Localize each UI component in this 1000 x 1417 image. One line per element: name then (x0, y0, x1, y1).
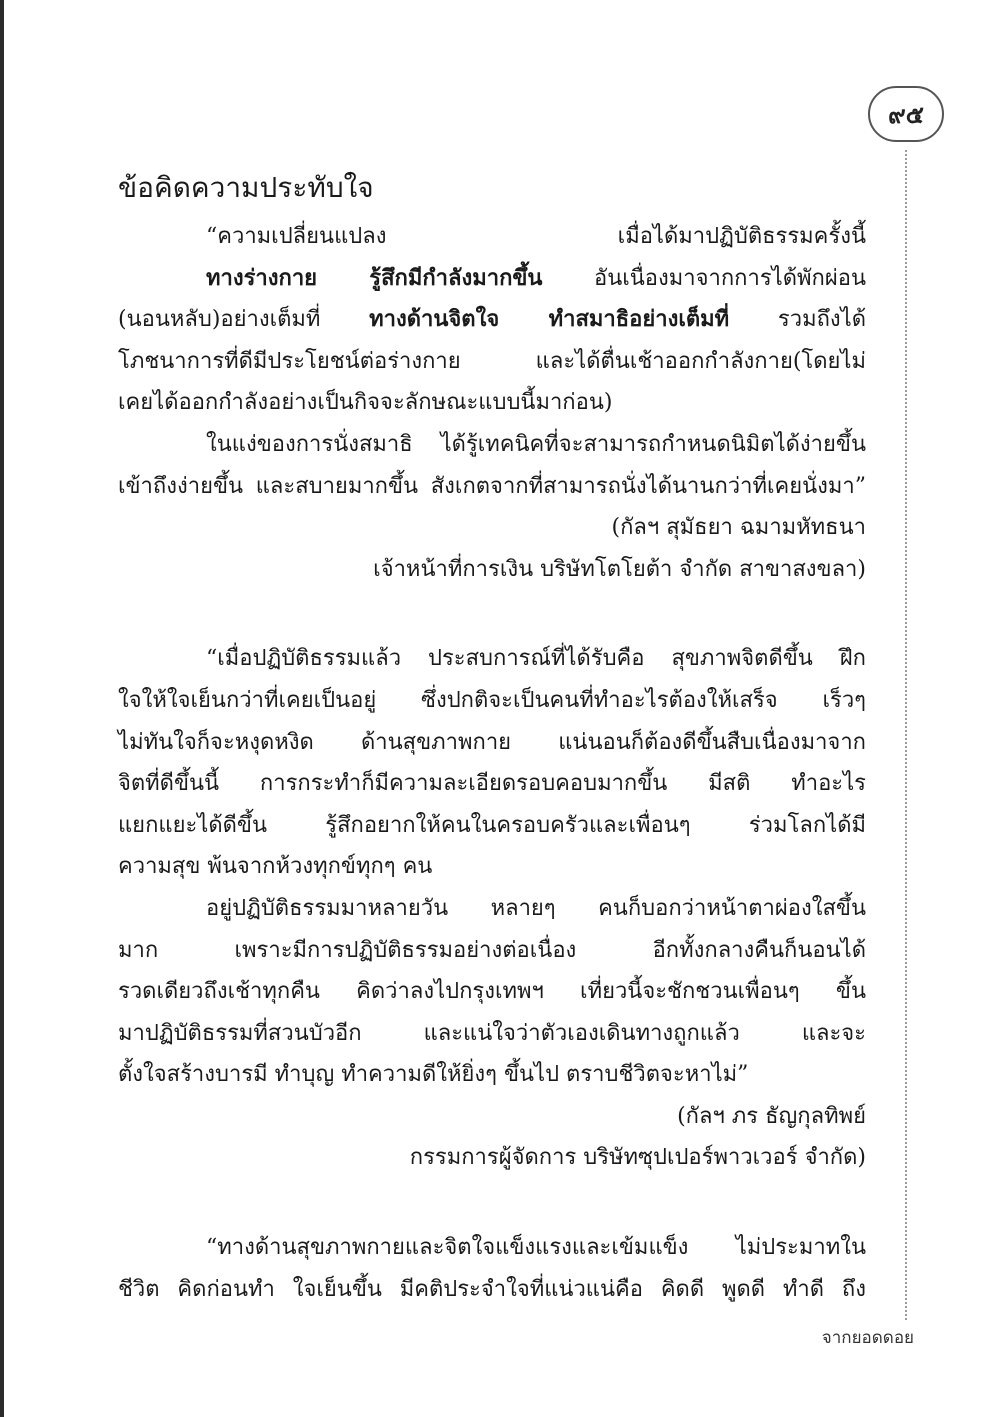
testimonial-1 (118, 216, 866, 590)
dotted-margin-line (905, 150, 907, 1320)
paragraph-line: ความสุข พ้นจากห้วงทุกข์ทุกๆ คน (118, 854, 433, 880)
paragraph-line: เคยได้ออกกำลังอย่างเป็นกิจจะลักษณะแบบนี้มาก่อน) (118, 390, 613, 416)
paragraph-line: “ทางด้านสุขภาพกายและจิตใจแข็งแรงและเข้มแข็ง ไม่ประมาทใน (206, 1235, 866, 1261)
attribution-name: (กัลฯ สุมัธยา ฉมามหัทธนา (611, 515, 866, 541)
paragraph-line: ในแง่ของการนั่งสมาธิ ได้รู้เทคนิคที่จะสามารถกำหนดนิมิตได้ง่ายขึ้น (206, 431, 866, 457)
paragraph-line: โภชนาการที่ดีมีประโยชน์ต่อร่างกาย และได้ตื่นเช้าออกกำลังกาย(โดยไม่ (118, 348, 866, 374)
paragraph-line: ตั้งใจสร้างบารมี ทำบุญ ทำความดีให้ยิ่งๆ ขึ้นไป ตราบชีวิตจะหาไม่” (118, 1062, 749, 1088)
bold-phrase: ทางด้านจิตใจ ทำสมาธิอย่างเต็มที่ (369, 306, 730, 333)
text-run: รวมถึงได้ (729, 307, 866, 333)
section-spacer (118, 1179, 866, 1227)
attribution-title: เจ้าหน้าที่การเงิน บริษัทโตโยต้า จำกัด สาขาสงขลา) (373, 556, 866, 582)
paragraph-line (118, 258, 866, 300)
paragraph-line: “เมื่อปฏิบัติธรรมแล้ว ประสบการณ์ที่ได้รับคือ สุขภาพจิตดีขึ้น ฝึก (206, 646, 866, 672)
paragraph-line: มาก เพราะมีการปฏิบัติธรรมอย่างต่อเนื่อง อีกทั้งกลางคืนก็นอนได้ (118, 937, 866, 963)
paragraph-line: ไม่ทันใจก็จะหงุดหงิด ด้านสุขภาพกาย แน่นอนก็ต้องดีขึ้นสืบเนื่องมาจาก (118, 729, 866, 755)
testimonial-3 (118, 1227, 866, 1310)
section-heading: ข้อคิดความประทับใจ (118, 171, 374, 204)
paragraph-line: แยกแยะได้ดีขึ้น รู้สึกอยากให้คนในครอบครัวและเพื่อนๆ ร่วมโลกได้มี (118, 812, 866, 838)
paragraph-line: ใจให้ใจเย็นกว่าที่เคยเป็นอยู่ ซึ่งปกติจะเป็นคนที่ทำอะไรต้องให้เสร็จ เร็วๆ (118, 687, 866, 713)
attribution-name: (กัลฯ ภร ธัญกุลทิพย์ (677, 1103, 866, 1129)
section-spacer (118, 590, 866, 638)
paragraph-line: เข้าถึงง่ายขึ้น และสบายมากขึ้น สังเกตจากที่สามารถนั่งได้นานกว่าที่เคยนั่งมา” (118, 473, 866, 499)
text-run: อันเนื่องมาจากการได้พักผ่อน (542, 265, 866, 291)
text-run: (นอนหลับ)อย่างเต็มที่ (118, 307, 370, 333)
paragraph-line: จิตที่ดีขึ้นนี้ การกระทำก็มีความละเอียดรอบคอบมากขึ้น มีสติ ทำอะไร (118, 771, 866, 797)
paragraph-line: รวดเดียวถึงเช้าทุกคืน คิดว่าลงไปกรุงเทพฯ เที่ยวนี้จะชักชวนเพื่อนๆ ขึ้น (118, 979, 866, 1005)
paragraph-line (118, 299, 866, 341)
paragraph-line: “ความเปลี่ยนแปลง เมื่อได้มาปฏิบัติธรรมครั้งนี้ (206, 224, 866, 249)
paragraph-line: มาปฏิบัติธรรมที่สวนบัวอีก และแน่ใจว่าตัวเองเดินทางถูกแล้ว และจะ (118, 1020, 866, 1046)
attribution-title: กรรมการผู้จัดการ บริษัทซุปเปอร์พาวเวอร์ จำกัด) (409, 1145, 866, 1171)
bold-phrase: ทางร่างกาย รู้สึกมีกำลังมากขึ้น (206, 264, 543, 291)
page-edge-rule (0, 0, 4, 1417)
paragraph-line: ชีวิต คิดก่อนทำ ใจเย็นขึ้น มีคติประจำใจที่แน่วแน่คือ คิดดี พูดดี ทำดี ถึง (118, 1276, 866, 1302)
paragraph-line: อยู่ปฏิบัติธรรมมาหลายวัน หลายๆ คนก็บอกว่าหน้าตาผ่องใสขึ้น (206, 895, 866, 921)
page-number: ๙๕ (868, 86, 944, 142)
testimonial-2 (118, 638, 866, 1179)
page-content (118, 160, 866, 1310)
book-title-footer: จากยอดดอย (821, 1328, 914, 1348)
